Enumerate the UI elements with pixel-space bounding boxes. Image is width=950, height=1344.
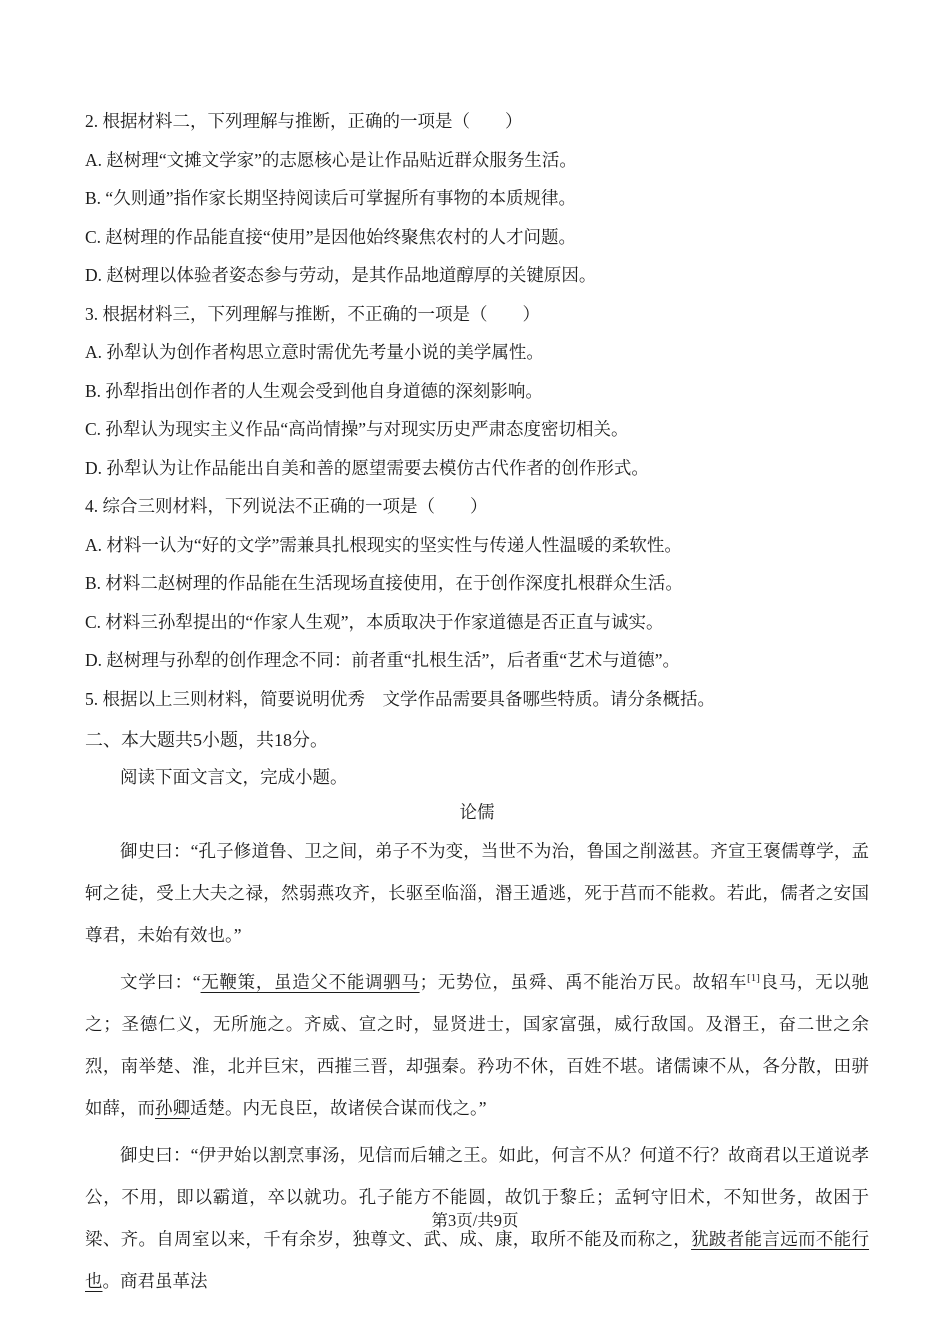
page-content — [85, 102, 869, 1307]
passage-paragraph-3: 御史曰：“伊尹始以割烹事汤，见信而后辅之王。如此，何言不从？何道不行？故商君以王道说孝公，不用，即以霸道，卒以就功。孔子能方不能圆，故饥于黎丘；孟轲守旧术，不知世务，故困于梁、齐。自周室以来，千有余岁，独尊文、武、成、康，取所不能及而称之，犹跛者能言远而不能行也。商君虽革法 — [85, 1145, 870, 1291]
question-3-stem: 3. 根据材料三，下列理解与推断，不正确的一项是（ ） — [85, 303, 540, 324]
question-3 — [85, 295, 869, 488]
question-4-option-a: A. 材料一认为“好的文学”需兼具扎根现实的坚实性与传递人性温暖的柔软性。 — [85, 534, 682, 555]
question-4-option-b: B. 材料二赵树理的作品能在生活现场直接使用，在于创作深度扎根群众生活。 — [85, 573, 683, 593]
question-3-option-a: A. 孙犁认为创作者构思立意时需优先考量小说的美学属性。 — [85, 342, 544, 362]
question-3-option-b: B. 孙犁指出创作者的人生观会受到他自身道德的深刻影响。 — [85, 380, 543, 401]
question-2-option-b: B. “久则通”指作家长期坚持阅读后可掌握所有事物的本质规律。 — [85, 188, 576, 208]
question-5 — [85, 680, 869, 719]
question-2 — [85, 102, 869, 295]
question-2-option-a: A. 赵树理“文摊文学家”的志愿核心是让作品贴近群众服务生活。 — [85, 149, 577, 170]
question-3-option-c: C. 孙犁认为现实主义作品“高尚情操”与对现实历史严肃态度密切相关。 — [85, 419, 629, 439]
question-4-option-c: C. 材料三孙犁提出的“作家人生观”，本质取决于作家道德是否正直与诚实。 — [85, 611, 664, 632]
question-2-option-c: C. 赵树理的作品能直接“使用”是因他始终聚焦农村的人才问题。 — [85, 226, 576, 247]
section-intro: 阅读下面文言文，完成小题。 — [120, 767, 348, 787]
question-3-option-d: D. 孙犁认为让作品能出自美和善的愿望需要去模仿古代作者的创作形式。 — [85, 457, 649, 478]
passage-paragraph-2: 文学曰：“无鞭策，虽造父不能调驷马；无势位，虽舜、禹不能治万民。故轺车[1]良马，无以驰之；圣德仁义，无所施之。齐威、宣之时，显贤进士，国家富强，威行敌国。及湣王，奋二世之余烈，南举楚、淮，北并巨宋，西摧三晋，却强秦。矜 ·功不休，百姓不堪。诸儒谏不从，各分散，田骈如薛，而孙卿适楚。内无良臣，故诸侯合谋而伐之。” — [85, 961, 869, 1129]
question-4-stem: 4. 综合三则材料，下列说法不正确的一项是（ ） — [85, 496, 488, 516]
page-footer: 第3页/共9页 — [431, 1211, 519, 1230]
passage-title: 论儒 — [459, 802, 495, 822]
section-heading: 二、本大题共5小题，共18分。 — [85, 730, 328, 750]
question-4-option-d: D. 赵树理与孙犁的创作理念不同：前者重“扎根生活”，后者重“艺术与道德”。 — [85, 650, 680, 670]
question-4 — [85, 487, 869, 680]
question-2-stem: 2. 根据材料二，下列理解与推断，正确的一项是（ ） — [85, 111, 523, 131]
question-5-stem: 5. 根据以上三则材料，简要说明优秀 文学作品需要具备哪些特质。请分条概括。 — [85, 688, 715, 709]
question-2-option-d: D. 赵树理以体验者姿态参与劳动，是其作品地道醇厚的关键原因。 — [85, 265, 597, 285]
passage-paragraph-1: 御史曰：“孔子修道鲁、卫之间，弟子不为变，当世不为治，鲁国之削滋甚。齐宣王褒儒尊学，孟轲之徒，受上大夫之禄，然弱燕攻齐，长驱至临淄，湣王遁逃，死于莒而不能救。若此，儒者之安国尊君，未始有效也。” — [85, 841, 869, 945]
